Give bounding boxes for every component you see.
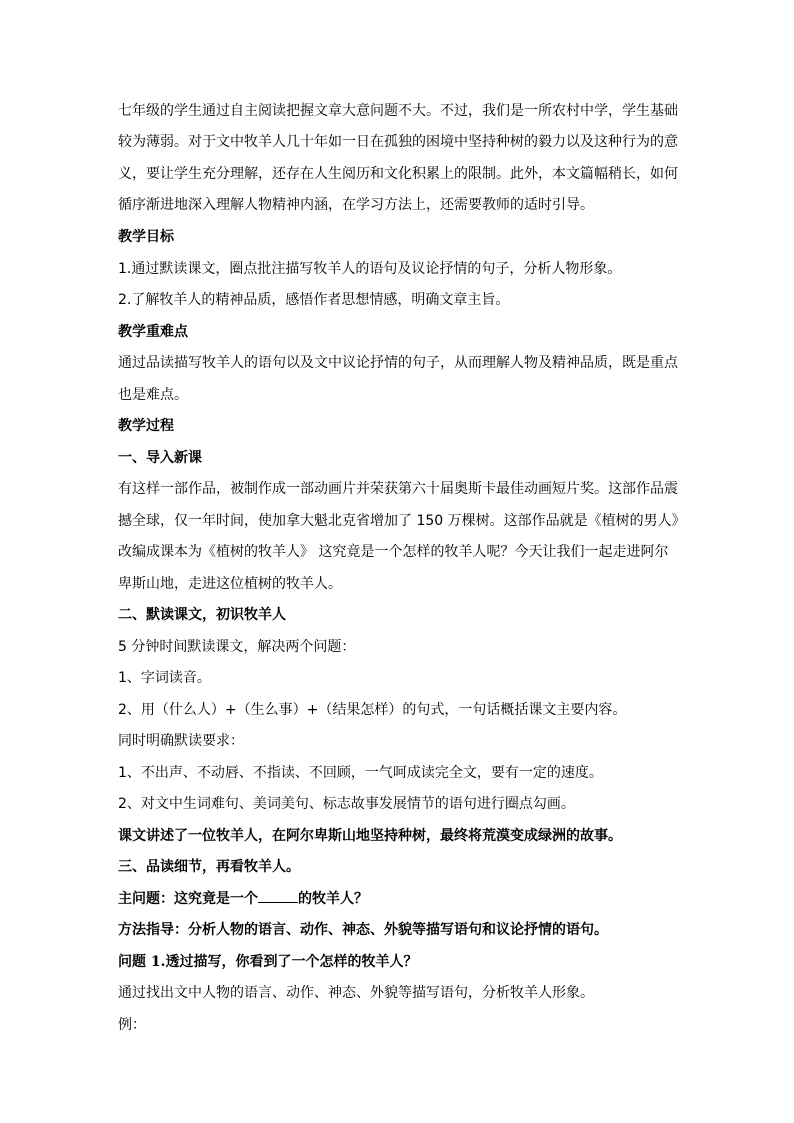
intro-line-4: 循序渐进地深入理解人物精神内涵，在学习方法上，还需要教师的适时引导。 [118, 197, 594, 213]
section1-heading: 一、导入新课 [118, 450, 202, 466]
section1-line-3: 改编成课本为《植树的牧羊人》 这究竟是一个怎样的牧羊人呢？今天让我们一起走进阿尔 [118, 544, 669, 560]
section1-line-4: 卑斯山地，走进这位植树的牧羊人。 [118, 576, 342, 592]
goal-item-1: 1.通过默读课文，圈点批注描写牧羊人的语句及议论抒情的句子，分析人物形象。 [118, 261, 622, 277]
intro-line-1: 七年级的学生通过自主阅读把握文章大意问题不大。不过，我们是一所农村中学，学生基础 [118, 103, 678, 119]
main-question-before: 主问题：这究竟是一个 [118, 891, 258, 907]
section3-heading: 三、品读细节，再看牧羊人。 [118, 859, 300, 875]
question-1: 问题 1.透过描写，你看到了一个怎样的牧羊人？ [118, 954, 418, 970]
section2-heading: 二、默读课文，初识牧羊人 [118, 607, 286, 623]
section2-requirement: 同时明确默读要求： [118, 733, 244, 749]
intro-line-3: 义，要让学生充分理解，还存在人生阅历和文化积累上的限制。此外，本文篇幅稍长，如何 [118, 166, 678, 182]
intro-line-2: 较为薄弱。对于文中牧羊人几十年如一日在孤独的困境中坚持种树的毅力以及这种行为的意 [118, 134, 678, 150]
answer-blank [258, 890, 298, 903]
goals-heading: 教学目标 [118, 229, 174, 245]
section2-item-1: 1、字词读音。 [118, 670, 211, 686]
main-question-after: 的牧羊人？ [298, 891, 368, 907]
section2-item-2: 2、用（什么人）+（生么事）+（结果怎样）的句式，一句话概括课文主要内容。 [118, 702, 627, 718]
goal-item-2: 2.了解牧羊人的精神品质，感悟作者思想情感，明确文章主旨。 [118, 292, 510, 308]
key-heading: 教学重难点 [118, 324, 188, 340]
section1-line-1: 有这样一部作品，被制作成一部动画片并荣获第六十届奥斯卡最佳动画短片奖。这部作品震 [118, 481, 678, 497]
question-1-text: 通过找出文中人物的语言、动作、神态、外貌等描写语句，分析牧羊人形象。 [118, 985, 594, 1001]
method-guide: 方法指导：分析人物的语言、动作、神态、外貌等描写语句和议论抒情的语句。 [118, 922, 608, 938]
process-heading: 教学过程 [118, 418, 174, 434]
section2-req-item-1: 1、不出声、不动唇、不指读、不回顾，一气呵成读完全文，要有一定的速度。 [118, 765, 603, 781]
example-label: 例： [118, 1017, 146, 1033]
section2-answer: 课文讲述了一位牧羊人，在阿尔卑斯山地坚持种树，最终将荒漠变成绿洲的故事。 [118, 828, 622, 844]
section2-req-item-2: 2、对文中生词难句、美词美句、标志故事发展情节的语句进行圈点勾画。 [118, 796, 575, 812]
section2-task: 5 分钟时间默读课文，解决两个问题： [118, 639, 356, 655]
key-line-1: 通过品读描写牧羊人的语句以及文中议论抒情的句子，从而理解人物及精神品质，既是重点 [118, 355, 678, 371]
section1-line-2: 撼全球，仅一年时间，使加拿大魁北克省增加了 150 万棵树。这部作品就是《植树的男人》 [118, 513, 686, 529]
main-question [118, 889, 688, 909]
key-line-2: 也是难点。 [118, 387, 188, 403]
